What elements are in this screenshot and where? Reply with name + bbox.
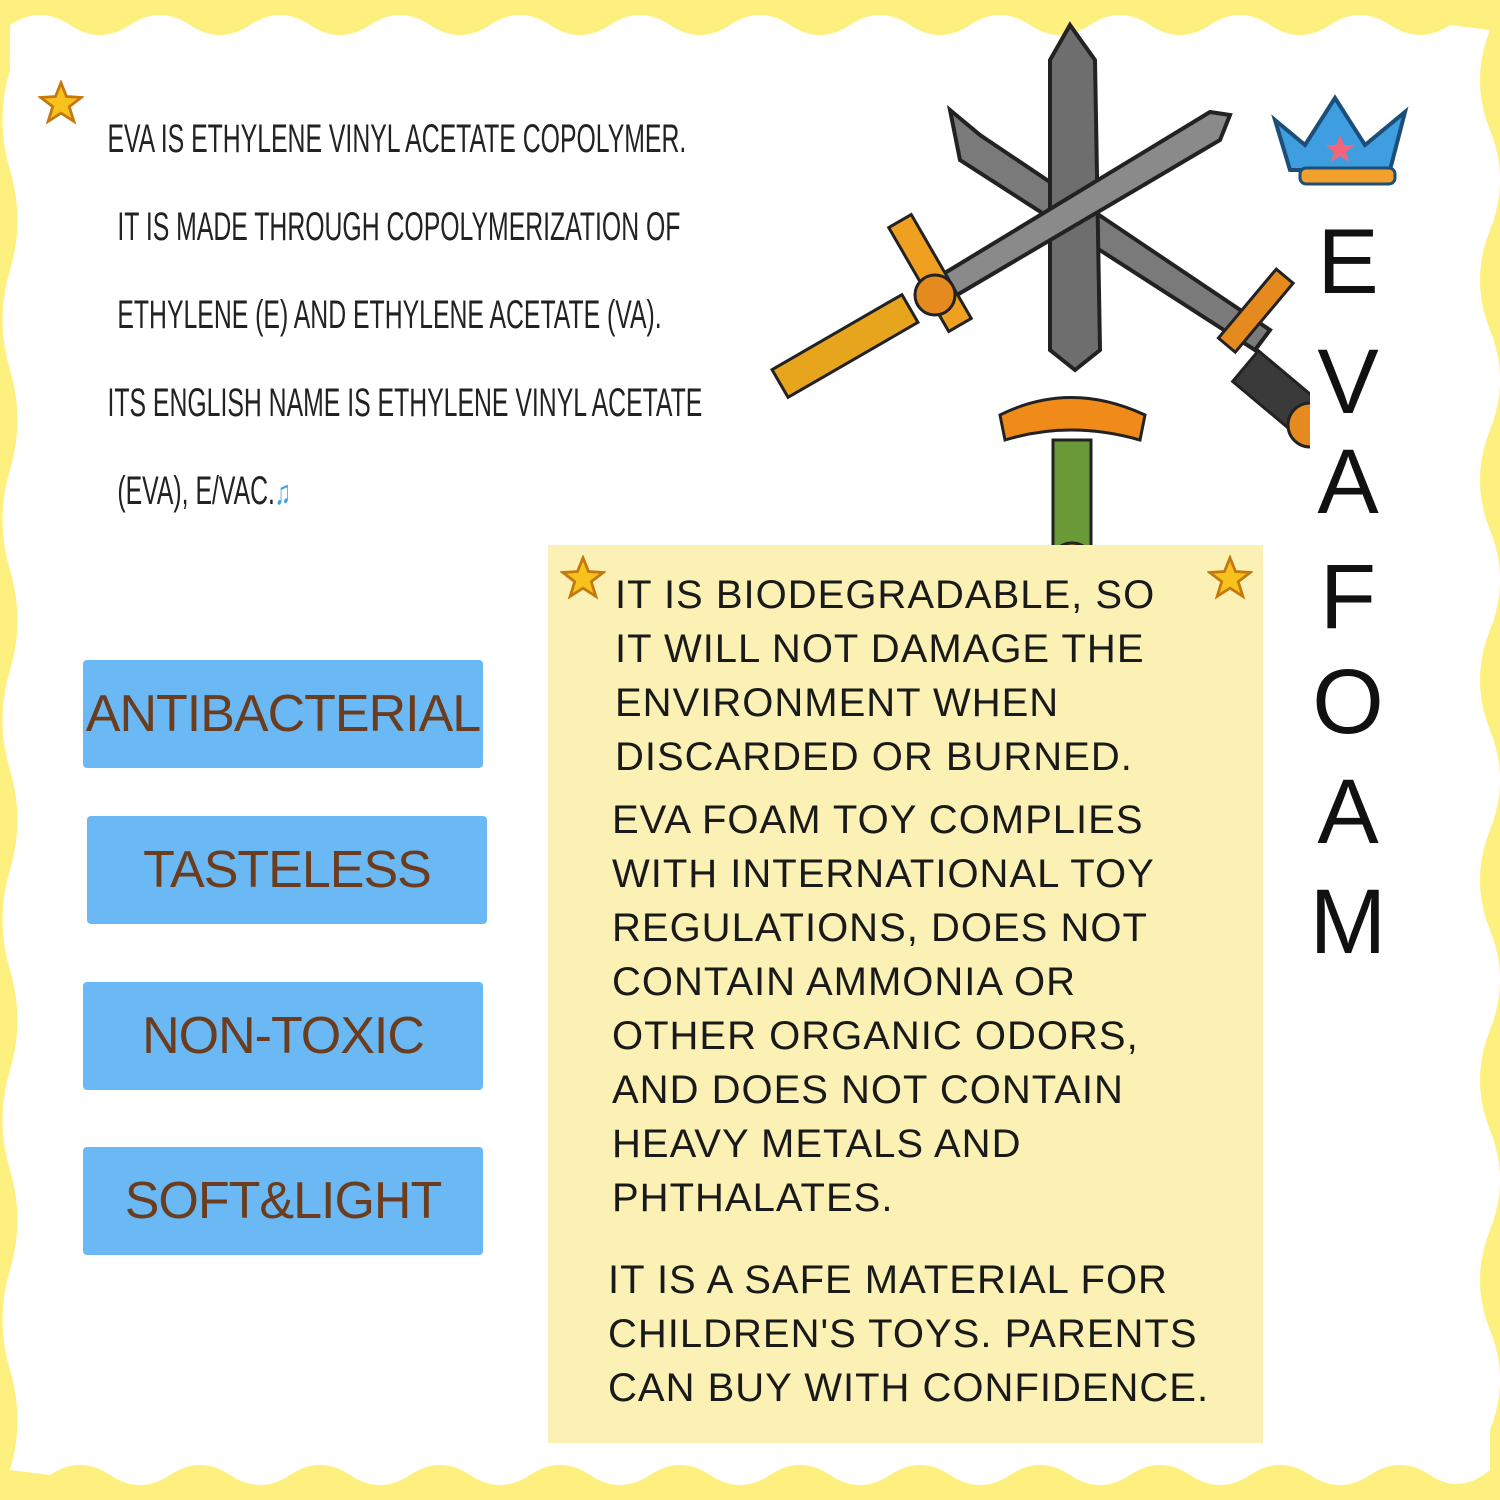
intro-text bbox=[100, 95, 703, 537]
info-line: REGULATIONS, DOES NOT bbox=[612, 906, 1148, 950]
title-letter: A bbox=[1317, 761, 1379, 863]
feature-badge-non-toxic: NON-TOXIC bbox=[83, 982, 483, 1090]
title-letter: A bbox=[1317, 431, 1379, 533]
info-line: WITH INTERNATIONAL TOY bbox=[612, 852, 1155, 896]
intro-line: ETHYLENE (E) AND ETHYLENE ACETATE (VA). bbox=[117, 293, 662, 337]
info-paragraph-regulations bbox=[612, 793, 1155, 1225]
crown-icon bbox=[1265, 90, 1415, 190]
music-note-icon: ♫ bbox=[274, 474, 291, 512]
intro-line: EVA IS ETHYLENE VINYL ACETATE COPOLYMER. bbox=[107, 117, 687, 161]
info-line: AND DOES NOT CONTAIN bbox=[612, 1068, 1124, 1112]
intro-line: IT IS MADE THROUGH COPOLYMERIZATION OF bbox=[117, 205, 681, 249]
intro-line-text: (EVA), E/VAC. bbox=[117, 469, 275, 513]
info-line: IT WILL NOT DAMAGE THE bbox=[615, 627, 1145, 671]
intro-line bbox=[100, 447, 509, 537]
info-line: CHILDREN'S TOYS. PARENTS bbox=[608, 1312, 1198, 1356]
info-line: CAN BUY WITH CONFIDENCE. bbox=[608, 1366, 1210, 1410]
sword-icon bbox=[1000, 25, 1145, 587]
sword-illustration bbox=[750, 20, 1310, 600]
star-icon bbox=[1207, 555, 1253, 601]
info-line: CONTAIN AMMONIA OR bbox=[612, 960, 1076, 1004]
feature-badge-soft-light: SOFT&LIGHT bbox=[83, 1147, 483, 1255]
info-line: PHTHALATES. bbox=[612, 1176, 894, 1220]
intro-line: ITS ENGLISH NAME IS ETHYLENE VINYL ACETATE bbox=[107, 381, 703, 425]
info-line: IT IS BIODEGRADABLE, SO bbox=[615, 573, 1156, 617]
star-icon bbox=[560, 555, 606, 601]
info-paragraph-biodegradable bbox=[615, 568, 1155, 784]
title-letter: V bbox=[1317, 331, 1379, 433]
info-paragraph-safe bbox=[608, 1253, 1209, 1415]
info-line: OTHER ORGANIC ODORS, bbox=[612, 1014, 1139, 1058]
info-line: HEAVY METALS AND bbox=[612, 1122, 1022, 1166]
title-letter: E bbox=[1317, 211, 1379, 313]
info-line: IT IS A SAFE MATERIAL FOR bbox=[608, 1258, 1168, 1302]
star-icon bbox=[38, 80, 84, 126]
title-letter: O bbox=[1312, 651, 1384, 753]
info-line: EVA FOAM TOY COMPLIES bbox=[612, 798, 1144, 842]
title-letter: F bbox=[1319, 546, 1377, 648]
feature-badge-tasteless: TASTELESS bbox=[87, 816, 487, 924]
info-line: DISCARDED OR BURNED. bbox=[615, 735, 1133, 779]
feature-badge-antibacterial: ANTIBACTERIAL bbox=[83, 660, 483, 768]
title-letter: M bbox=[1309, 871, 1387, 973]
info-line: ENVIRONMENT WHEN bbox=[615, 681, 1060, 725]
